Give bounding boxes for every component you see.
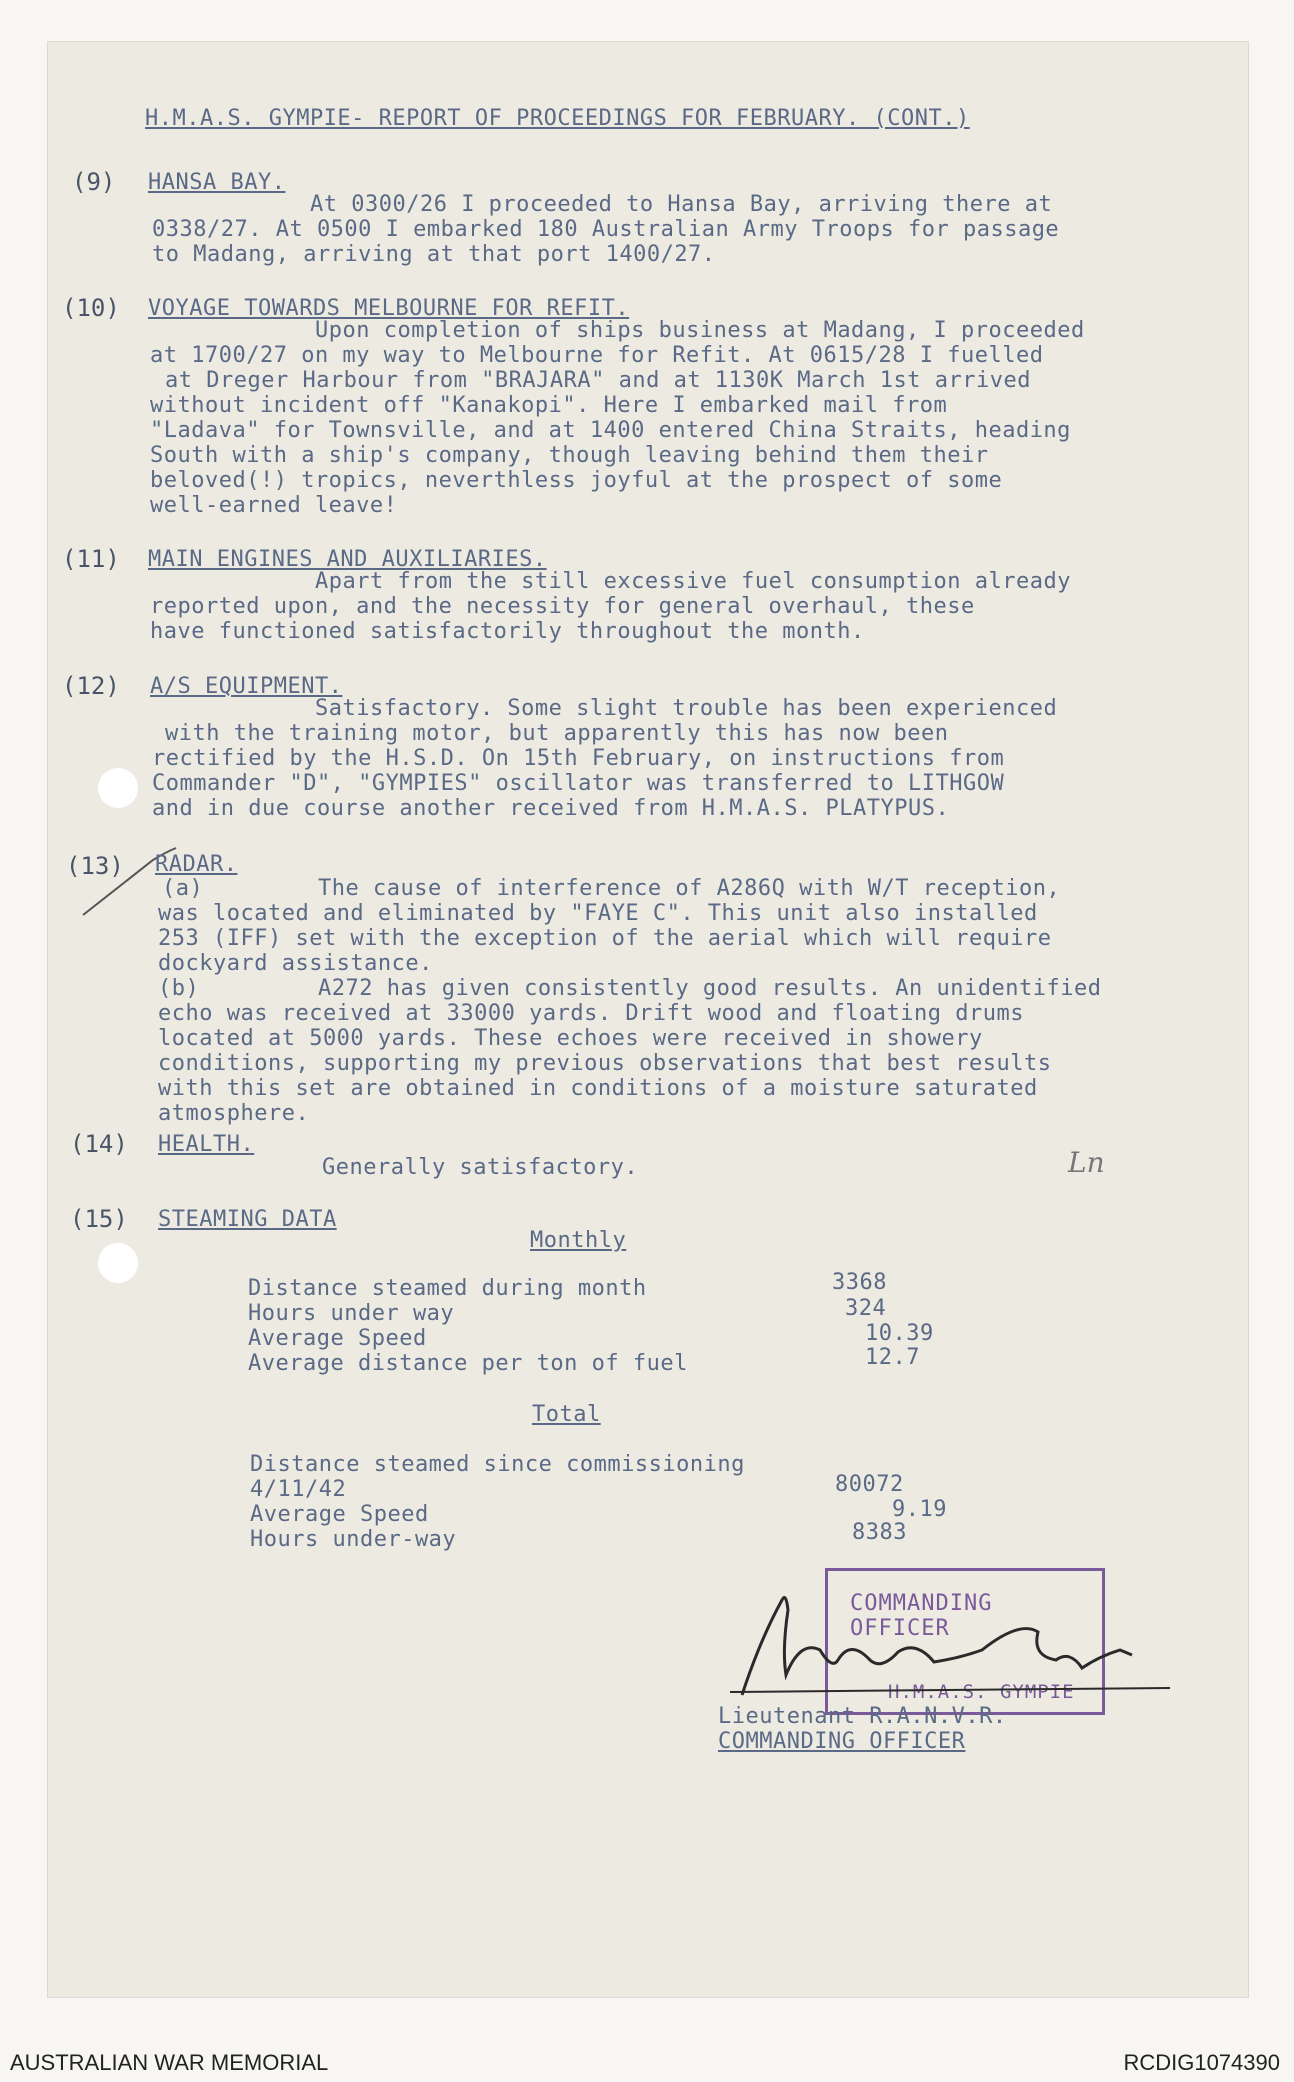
text-line: reported upon, and the necessity for general overhaul, these [150, 594, 975, 619]
section-title: RADAR. [155, 852, 238, 877]
footer-right: RCDIG1074390 [1123, 2050, 1280, 2075]
text-line: South with a ship's company, though leaving behind them their [150, 443, 989, 468]
section-title: HEALTH. [158, 1132, 255, 1157]
text-line: Generally satisfactory. [322, 1155, 639, 1180]
text-line: (b) [158, 976, 200, 1001]
monthly-label: Average distance per ton of fuel [248, 1351, 688, 1376]
total-label: 4/11/42 [250, 1477, 347, 1502]
section-title: HANSA BAY. [148, 170, 286, 195]
monthly-label: Distance steamed during month [248, 1276, 647, 1301]
text-line: Commander "D", "GYMPIES" oscillator was transferred to LITHGOW [152, 771, 1005, 796]
section-number: (9) [72, 168, 116, 196]
footer-left: AUSTRALIAN WAR MEMORIAL [10, 2050, 329, 2075]
section-number: (11) [62, 545, 120, 573]
total-value: 80072 [835, 1472, 904, 1497]
text-line: Satisfactory. Some slight trouble has been experienced [315, 696, 1058, 721]
total-heading: Total [532, 1402, 601, 1427]
monthly-value: 10.39 [865, 1321, 934, 1346]
punch-hole [98, 768, 138, 808]
stamp-line: H.M.A.S. GYMPIE [888, 1681, 1075, 1703]
text-line: have functioned satisfactorily throughout the month. [150, 619, 865, 644]
signatory-rank: Lieutenant R.A.N.V.R. [718, 1704, 1007, 1729]
section-title: VOYAGE TOWARDS MELBOURNE FOR REFIT. [148, 296, 630, 321]
text-line: and in due course another received from H.M.A.S. PLATYPUS. [152, 796, 950, 821]
total-label: Average Speed [250, 1502, 429, 1527]
text-line: dockyard assistance. [158, 951, 433, 976]
section-number: (15) [70, 1205, 128, 1233]
section-title: STEAMING DATA [158, 1207, 337, 1232]
text-line: without incident off "Kanakopi". Here I embarked mail from [150, 393, 948, 418]
text-line: The cause of interference of A286Q with W/T reception, [318, 876, 1061, 901]
text-line: was located and eliminated by "FAYE C". This unit also installed [158, 901, 1038, 926]
section-title: MAIN ENGINES AND AUXILIARIES. [148, 547, 547, 572]
monthly-label: Average Speed [248, 1326, 427, 1351]
text-line: (a) [162, 876, 204, 901]
text-line: to Madang, arriving at that port 1400/27. [152, 242, 716, 267]
text-line: at Dreger Harbour from "BRAJARA" and at 1130K March 1st arrived [165, 368, 1031, 393]
text-line: Upon completion of ships business at Madang, I proceeded [315, 318, 1085, 343]
signature [720, 1580, 1180, 1710]
text-line: located at 5000 yards. These echoes were received in showery [158, 1026, 983, 1051]
text-line: 253 (IFF) set with the exception of the aerial which will require [158, 926, 1052, 951]
text-line: with the training motor, but apparently this has now been [165, 721, 949, 746]
text-line: 0338/27. At 0500 I embarked 180 Australian Army Troops for passage [152, 217, 1060, 242]
section-title: A/S EQUIPMENT. [150, 674, 343, 699]
section-number: (13) [66, 852, 124, 880]
total-label: Hours under-way [250, 1527, 457, 1552]
section-number: (14) [70, 1130, 128, 1158]
monthly-value: 3368 [832, 1270, 887, 1295]
text-line: with this set are obtained in conditions of a moisture saturated [158, 1076, 1038, 1101]
text-line: beloved(!) tropics, neverthless joyful at the prospect of some [150, 468, 1003, 493]
total-value: 8383 [852, 1520, 907, 1545]
stamp-line: COMMANDING OFFICER [850, 1591, 993, 1641]
total-value: 9.19 [892, 1497, 947, 1522]
text-line: echo was received at 33000 yards. Drift wood and floating drums [158, 1001, 1024, 1026]
monthly-value: 324 [845, 1296, 887, 1321]
monthly-heading: Monthly [530, 1228, 627, 1253]
punch-hole [98, 1243, 138, 1283]
pencil-initial: Ln [1068, 1146, 1105, 1179]
report-header: H.M.A.S. GYMPIE- REPORT OF PROCEEDINGS FOR FEBRUARY. (CONT.) [145, 106, 970, 131]
total-label: Distance steamed since commissioning [250, 1452, 745, 1477]
section-number: (10) [62, 294, 120, 322]
text-line: well-earned leave! [150, 493, 398, 518]
text-line: A272 has given consistently good results. An unidentified [318, 976, 1102, 1001]
text-line: atmosphere. [158, 1101, 310, 1126]
text-line: Apart from the still excessive fuel consumption already [315, 569, 1071, 594]
signatory-title: COMMANDING OFFICER [718, 1729, 966, 1754]
text-line: conditions, supporting my previous observations that best results [158, 1051, 1052, 1076]
text-line: At 0300/26 I proceeded to Hansa Bay, arriving there at [310, 192, 1053, 217]
text-line: at 1700/27 on my way to Melbourne for Refit. At 0615/28 I fuelled [150, 343, 1044, 368]
text-line: rectified by the H.S.D. On 15th February, on instructions from [152, 746, 1005, 771]
monthly-value: 12.7 [865, 1345, 920, 1370]
section-number: (12) [62, 672, 120, 700]
text-line: "Ladava" for Townsville, and at 1400 entered China Straits, heading [150, 418, 1071, 443]
monthly-label: Hours under way [248, 1301, 455, 1326]
